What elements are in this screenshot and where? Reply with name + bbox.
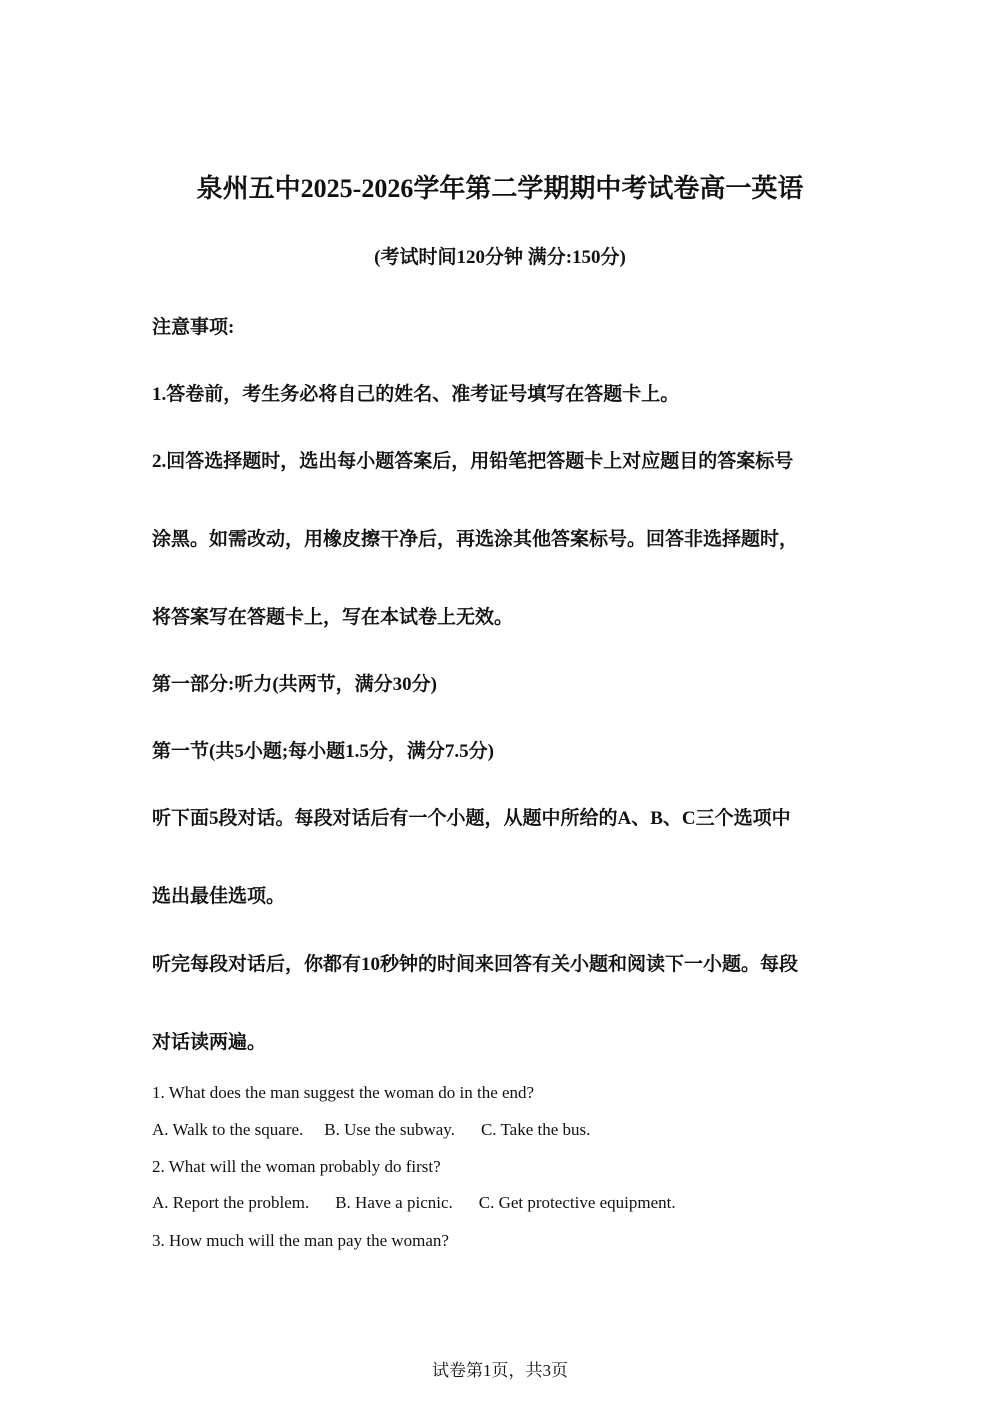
question-2-stem: 2. What will the woman probably do first? bbox=[152, 1157, 441, 1176]
notice-item-1: 1.答卷前，考生务必将自己的姓名、准考证号填写在答题卡上。 bbox=[152, 384, 680, 405]
question-1-option-c: C. Take the bus. bbox=[480, 1120, 591, 1139]
question-2-option-c: C. Get protective equipment. bbox=[478, 1193, 676, 1212]
section1-heading: 第一节(共5小题;每小题1.5分，满分7.5分) bbox=[152, 741, 494, 762]
question-1-stem: 1. What does the man suggest the woman do in the end? bbox=[152, 1083, 535, 1102]
question-1-option-a: A. Walk to the square. bbox=[152, 1120, 304, 1139]
notice-item-2-line-2: 涂黑。如需改动，用橡皮擦干净后，再选涂其他答案标号。回答非选择题时， bbox=[152, 529, 799, 550]
instruction-2-line-1: 听完每段对话后，你都有10秒钟的时间来回答有关小题和阅读下一小题。每段 bbox=[152, 954, 799, 975]
exam-subtitle: (考试时间120分钟 满分:150分) bbox=[374, 247, 626, 268]
question-1-options bbox=[152, 1120, 590, 1140]
notice-item-2-line-3: 将答案写在答题卡上，写在本试卷上无效。 bbox=[152, 607, 514, 628]
instruction-1-line-1: 听下面5段对话。每段对话后有一个小题，从题中所给的A、B、C三个选项中 bbox=[152, 808, 791, 829]
exam-title: 泉州五中2025-2026学年第二学期期中考试卷高一英语 bbox=[196, 174, 804, 203]
instruction-2-line-2: 对话读两遍。 bbox=[152, 1032, 267, 1053]
question-3-stem: 3. How much will the man pay the woman? bbox=[152, 1231, 449, 1250]
question-1-option-b: B. Use the subway. bbox=[324, 1120, 455, 1139]
notice-heading: 注意事项: bbox=[152, 317, 235, 338]
question-2-options bbox=[152, 1193, 676, 1213]
question-2-option-a: A. Report the problem. bbox=[152, 1193, 310, 1212]
question-2-option-b: B. Have a picnic. bbox=[335, 1193, 453, 1212]
part1-heading: 第一部分:听力(共两节，满分30分) bbox=[152, 674, 437, 695]
notice-item-2-line-1: 2.回答选择题时，选出每小题答案后，用铅笔把答题卡上对应题目的答案标号 bbox=[152, 451, 794, 472]
page-footer: 试卷第1页，共3页 bbox=[432, 1361, 568, 1380]
instruction-1-line-2: 选出最佳选项。 bbox=[152, 886, 286, 907]
